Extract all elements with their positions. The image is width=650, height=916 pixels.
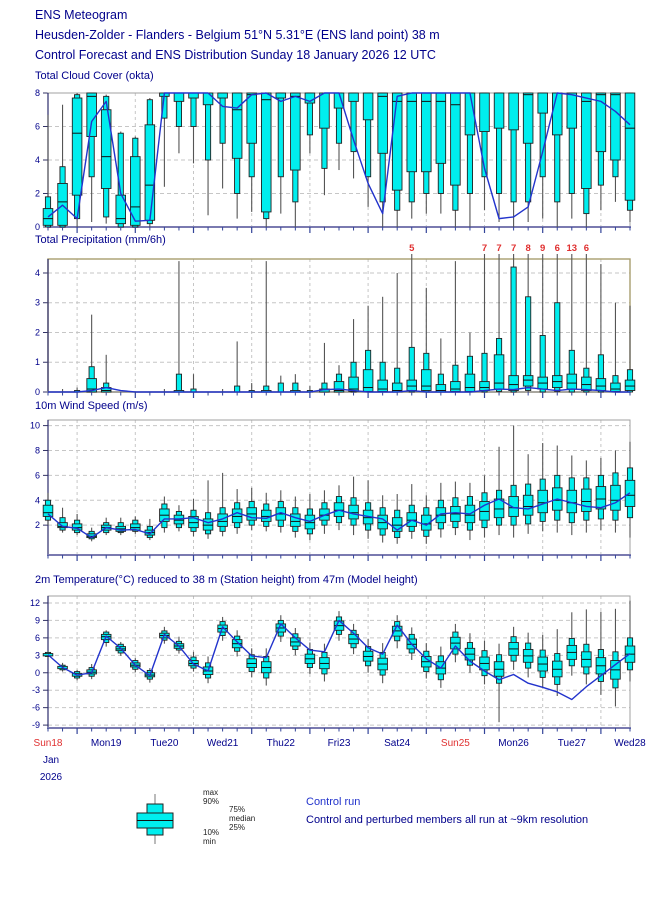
page-title: ENS Meteogram — [35, 8, 128, 22]
day-label-sun18: Sun18 — [33, 738, 63, 749]
svg-text:0: 0 — [34, 387, 40, 397]
day-label-mon19: Mon19 — [90, 738, 122, 749]
temperature-title: 2m Temperature(°C) reduced to 38 m (Station height) from 47m (Model height) — [35, 574, 418, 586]
month-label: Jan — [42, 755, 60, 766]
legend-min-label: min — [203, 837, 216, 846]
cloud-cover-title: Total Cloud Cover (okta) — [35, 70, 154, 82]
cloud-cover-panel — [0, 86, 650, 236]
svg-text:2: 2 — [34, 188, 40, 199]
precipitation-panel — [0, 238, 650, 400]
svg-text:6: 6 — [34, 632, 40, 643]
box-whisker-legend-icon — [130, 792, 180, 846]
legend-median-label: median — [229, 814, 256, 823]
temperature-panel — [0, 590, 650, 740]
svg-text:3: 3 — [34, 297, 40, 308]
svg-text:1: 1 — [34, 357, 40, 368]
svg-text:4: 4 — [34, 155, 40, 165]
control-run-label: Control run — [306, 796, 361, 808]
day-label-sat24: Sat24 — [384, 738, 411, 749]
forecast-line: Control Forecast and ENS Distribution Sunday 18 January 2026 12 UTC — [35, 48, 436, 62]
svg-text:7: 7 — [510, 243, 517, 254]
svg-text:-6: -6 — [31, 702, 40, 713]
day-label-mon26: Mon26 — [498, 738, 529, 749]
svg-text:0: 0 — [34, 667, 40, 678]
svg-text:7: 7 — [496, 243, 502, 254]
svg-text:6: 6 — [34, 121, 40, 132]
svg-text:10: 10 — [29, 420, 40, 431]
day-label-wed28: Wed28 — [614, 738, 646, 749]
resolution-note: Control and perturbed members all run at ~9km resolution — [306, 814, 589, 826]
legend-90-label: 90% — [203, 797, 220, 806]
svg-text:8: 8 — [34, 445, 40, 456]
svg-text:8: 8 — [34, 88, 40, 98]
legend-75-label: 75% — [229, 805, 246, 814]
svg-text:8: 8 — [525, 243, 531, 254]
svg-text:7: 7 — [481, 243, 488, 254]
svg-text:6: 6 — [554, 243, 560, 254]
year-label: 2026 — [39, 772, 63, 783]
svg-text:4: 4 — [34, 495, 40, 506]
svg-text:2: 2 — [34, 520, 40, 531]
day-label-sun25: Sun25 — [440, 738, 470, 749]
svg-text:4: 4 — [34, 267, 40, 278]
svg-text:-9: -9 — [31, 720, 40, 731]
wind-speed-title: 10m Wind Speed (m/s) — [35, 400, 148, 412]
svg-text:-3: -3 — [31, 685, 40, 696]
svg-text:5: 5 — [409, 243, 415, 254]
legend-max-label: max — [203, 788, 219, 797]
svg-text:3: 3 — [34, 650, 40, 661]
precipitation-title: Total Precipitation (mm/6h) — [35, 234, 166, 246]
legend-10-label: 10% — [203, 828, 220, 837]
svg-text:9: 9 — [34, 615, 40, 626]
svg-text:6: 6 — [583, 243, 589, 254]
svg-text:0: 0 — [34, 222, 40, 232]
day-label-thu22: Thu22 — [266, 738, 295, 749]
svg-text:2: 2 — [34, 327, 40, 338]
svg-text:6: 6 — [34, 470, 40, 481]
svg-text:12: 12 — [29, 597, 40, 608]
day-label-tue27: Tue27 — [557, 738, 586, 749]
wind-speed-panel — [0, 414, 650, 564]
svg-text:9: 9 — [540, 243, 546, 254]
svg-text:13: 13 — [566, 243, 578, 254]
day-label-fri23: Fri23 — [327, 738, 351, 749]
location-line: Heusden-Zolder - Flanders - Belgium 51°N 5.31°E (ENS land point) 38 m — [35, 28, 440, 42]
day-label-tue20: Tue20 — [150, 738, 179, 749]
legend-25-label: 25% — [229, 823, 246, 832]
day-label-wed21: Wed21 — [206, 738, 239, 749]
